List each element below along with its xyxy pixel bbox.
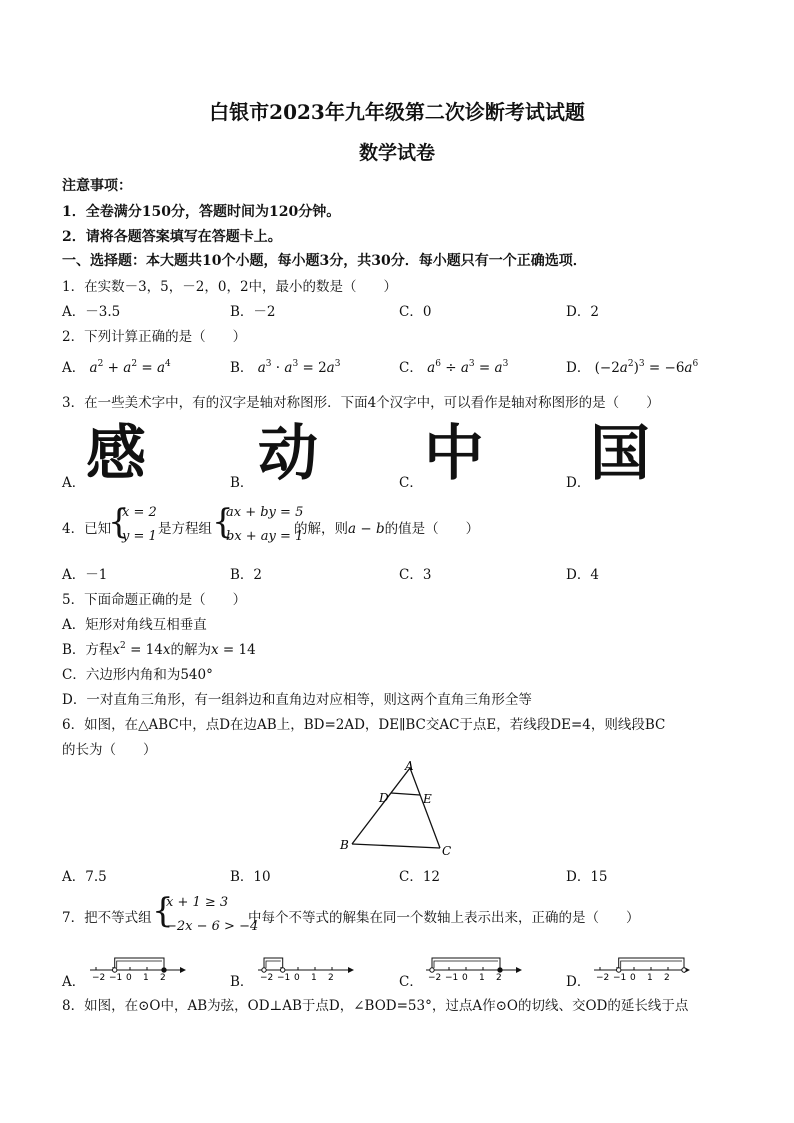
tick-label: −1: [277, 973, 291, 982]
tick-label: 1: [647, 973, 653, 982]
endpoint-left: [113, 968, 117, 972]
tick-label: −2: [596, 973, 610, 982]
side-bc: [352, 844, 440, 848]
tick-label: 2: [496, 973, 502, 982]
q4-prefix: 4．已知: [62, 521, 112, 537]
endpoint-right: [281, 968, 285, 972]
q5-stem: 5．下面命题正确的是（ ）: [62, 592, 247, 608]
q2-stem: 2．下列计算正确的是（ ）: [62, 329, 247, 345]
q1-option-b: B．－2: [230, 304, 276, 320]
note-1: 1．全卷满分150分，答题时间为120分钟。: [62, 204, 341, 220]
q1-stem: 1．在实数－3，5，－2，0，2中，最小的数是（ ）: [62, 279, 398, 295]
q3-char-d: 国: [590, 419, 650, 489]
tick-label: 0: [462, 973, 468, 982]
solution-bracket-inner: [621, 961, 682, 968]
q3-char-c: 中: [424, 419, 484, 489]
solution-bracket: [619, 958, 684, 968]
q4-suffix: 的解，则a − b的值是（ ）: [294, 521, 480, 537]
notes-heading: 注意事项：: [62, 178, 132, 194]
endpoint-left: [430, 968, 434, 972]
q3-stem: 3．在一些美术字中，有的汉字是轴对称图形．下面4个汉字中，可以看作是轴对称图形的是（ ）: [62, 395, 660, 411]
q7-label-d: D．: [566, 974, 591, 990]
section-heading: 一、选择题：本大题共10个小题，每小题3分，共30分．每小题只有一个正确选项．: [62, 253, 587, 269]
q3-char-b: 动: [258, 419, 318, 489]
tick-label: 0: [126, 973, 132, 982]
q6-line1: 6．如图，在△ABC中，点D在边AB上，BD=2AD，DE∥BC交AC于点E，若线段DE=4，则线段BC: [62, 717, 666, 733]
q4-sys1-line2: y = 1: [122, 529, 157, 544]
axis-arrow: [180, 967, 186, 973]
q6-option-b: B．10: [230, 869, 271, 885]
q7-label-c: C．: [399, 974, 423, 990]
q7-sys-line1: x + 1 ≥ 3: [166, 895, 229, 910]
tick-label: 0: [294, 973, 300, 982]
q8-line1: 8．如图，在⊙O中，AB为弦，OD⊥AB于点D，∠BOD=53°，过点A作⊙O的切线、交OD的延长线于点: [62, 998, 689, 1014]
q4-option-b: B．2: [230, 567, 263, 583]
q7-sys-line2: −2x − 6 > −4: [166, 919, 259, 934]
q2-option-c: C． $a^6 \div a^3 = a^3$: [399, 359, 509, 376]
tick-label: 1: [143, 973, 149, 982]
segment-de: [391, 793, 420, 795]
tick-label: −2: [92, 973, 106, 982]
q3-label-a: A．: [62, 475, 86, 491]
q7-prefix: 7．把不等式组: [62, 910, 152, 926]
q7-label-a: A．: [62, 974, 86, 990]
tick-label: −1: [613, 973, 627, 982]
q4-sys2-line1: ax + by = 5: [226, 505, 304, 520]
tick-label: −2: [260, 973, 274, 982]
q5-option-a: A．矩形对角线互相垂直: [62, 617, 207, 633]
q5-option-b: B．方程$x^2 = 14x$的解为x = 14: [62, 641, 256, 658]
q6-option-a: A．7.5: [62, 869, 107, 885]
q7-suffix: 中每个不等式的解集在同一个数轴上表示出来，正确的是（ ）: [248, 910, 640, 926]
q3-label-d: D．: [566, 475, 591, 491]
q6-option-d: D．15: [566, 869, 608, 885]
axis-arrow: [348, 967, 354, 973]
q2-option-b: B． $a^3 \cdot a^3 = 2a^3$: [230, 359, 341, 376]
triangle-figure: [330, 758, 460, 858]
solution-bracket-inner: [434, 961, 498, 968]
q1-option-c: C．0: [399, 304, 432, 320]
q7-numberline-a: [88, 950, 188, 982]
endpoint-right: [498, 968, 502, 972]
q3-label-b: B．: [230, 475, 254, 491]
label-d: D: [379, 791, 389, 805]
q7-brace: {: [152, 891, 174, 931]
endpoint-left: [617, 968, 621, 972]
q4-middle: 是方程组: [158, 521, 212, 537]
q4-option-d: D．4: [566, 567, 599, 583]
q3-char-a: 感: [86, 419, 146, 489]
q7-numberline-b: [256, 950, 356, 982]
q4-brace-1: {: [108, 502, 130, 542]
page-title: 白银市2023年九年级第二次诊断考试试题: [209, 100, 585, 124]
endpoint-left: [262, 968, 266, 972]
q4-option-a: A．－1: [62, 567, 108, 583]
tick-label: −2: [428, 973, 442, 982]
q4-sys1-line1: x = 2: [122, 505, 157, 520]
tick-label: 1: [479, 973, 485, 982]
endpoint-right: [162, 968, 166, 972]
label-e: E: [423, 792, 432, 806]
q7-numberline-c: [424, 950, 524, 982]
tick-label: 1: [311, 973, 317, 982]
label-a: A: [405, 759, 414, 773]
page-subtitle: 数学试卷: [358, 142, 435, 164]
endpoint-right: [682, 968, 686, 972]
q4-brace-2: {: [212, 502, 234, 542]
label-c: C: [442, 844, 452, 858]
solution-bracket-inner: [117, 961, 162, 968]
tick-label: 2: [664, 973, 670, 982]
label-b: B: [340, 838, 349, 852]
q7-numberline-d: [592, 950, 692, 982]
tick-label: 2: [328, 973, 334, 982]
q5-option-c: C．六边形内角和为540°: [62, 667, 213, 683]
solution-bracket: [264, 958, 283, 968]
tick-label: 0: [630, 973, 636, 982]
q1-option-a: A．－3.5: [62, 304, 121, 320]
q4-option-c: C．3: [399, 567, 432, 583]
axis-arrow: [516, 967, 522, 973]
side-ac: [410, 768, 440, 848]
side-ab: [352, 768, 410, 844]
tick-label: −1: [109, 973, 123, 982]
q1-option-d: D．2: [566, 304, 599, 320]
note-2: 2．请将各题答案填写在答题卡上。: [62, 229, 282, 245]
q7-label-b: B．: [230, 974, 254, 990]
tick-label: −1: [445, 973, 459, 982]
q2-option-d: D． $(-2a^2)^3 = -6a^6$: [566, 359, 699, 376]
tick-label: 2: [160, 973, 166, 982]
q4-sys2-line2: bx + ay = 1: [226, 529, 304, 544]
q5-option-d: D．一对直角三角形，有一组斜边和直角边对应相等，则这两个直角三角形全等: [62, 692, 532, 708]
q6-option-c: C．12: [399, 869, 441, 885]
solution-bracket-inner: [266, 961, 281, 968]
solution-bracket: [115, 958, 164, 968]
q6-line2: 的长为（ ）: [62, 742, 157, 758]
solution-bracket: [432, 958, 500, 968]
q3-label-c: C．: [399, 475, 423, 491]
q2-option-a: A． $a^2 + a^2 = a^4$: [62, 359, 171, 376]
